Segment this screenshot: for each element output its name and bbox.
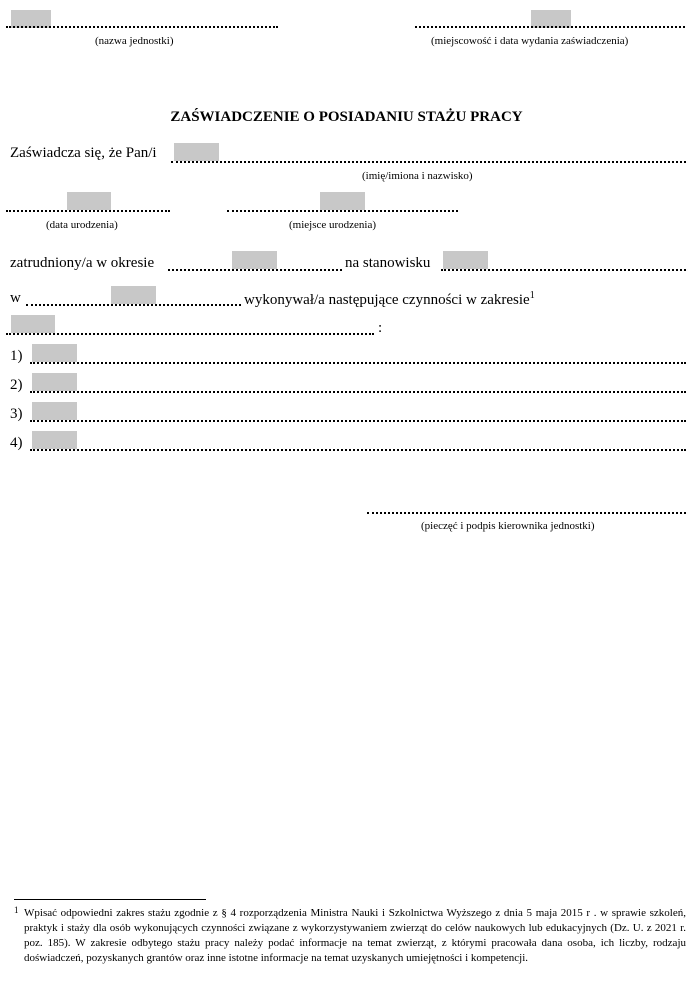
- place-date-caption: (miejscowość i data wydania zaświadczenia): [431, 35, 629, 47]
- footnote-text: Wpisać odpowiedni zakres stażu zgodnie z § 4 rozporządzenia Ministra Nauki i Szkolnictwa Wyższego z dnia 5 maja 2015 r . w sprawie szkoleń, praktyk i staży dla osób wykonujących czynności związane z wykorzystywaniem zwierząt do celów naukowych lub edukacyjnych (Dz. U. z 2021 r. poz. 185). W zakresie odbytego stażu pracy należy podać informacje na temat zwierząt, z którymi pracowała dana osoba, ich liczby, rodzaju doświadczeń, pozyskanych grantów oraz inne istotne informacje na temat uzyskanych umiejętności i kompetencji.: [24, 907, 686, 964]
- duties-label-text: wykonywał/a następujące czynności w zakresie: [244, 292, 530, 308]
- duty-field[interactable]: [32, 344, 77, 362]
- duty-line: [30, 362, 686, 364]
- footnote-ref: 1: [529, 290, 535, 301]
- signature-line: [367, 512, 686, 514]
- duty-number: 2): [10, 377, 23, 393]
- footnote-divider: [14, 899, 206, 900]
- place-date-line: [415, 26, 685, 28]
- duty-line: [30, 449, 686, 451]
- footnote: [14, 906, 686, 966]
- workplace-label: w: [10, 290, 21, 306]
- duties-scope-field[interactable]: [11, 315, 55, 333]
- employment-period-field[interactable]: [232, 251, 277, 269]
- duties-colon: :: [378, 320, 383, 336]
- footnote-number: 1: [14, 905, 19, 915]
- employment-period-line: [168, 269, 342, 271]
- duty-field[interactable]: [32, 402, 77, 420]
- duties-label: [244, 290, 535, 309]
- workplace-line: [26, 304, 241, 306]
- employment-period-label: zatrudniony/a w okresie: [10, 255, 155, 271]
- unit-name-line: [6, 26, 278, 28]
- position-line: [441, 269, 686, 271]
- duty-field[interactable]: [32, 431, 77, 449]
- duty-field[interactable]: [32, 373, 77, 391]
- person-name-caption: (imię/imiona i nazwisko): [362, 170, 473, 182]
- unit-name-caption: (nazwa jednostki): [95, 35, 174, 47]
- duty-number: 1): [10, 348, 23, 364]
- document-title: ZAŚWIADCZENIE O POSIADANIU STAŻU PRACY: [170, 109, 523, 125]
- birth-place-caption: (miejsce urodzenia): [289, 219, 377, 231]
- duty-line: [30, 420, 686, 422]
- birth-place-field[interactable]: [320, 192, 365, 210]
- duty-number: 4): [10, 435, 23, 451]
- birth-date-line: [6, 210, 170, 212]
- workplace-field[interactable]: [111, 286, 156, 304]
- position-field[interactable]: [443, 251, 488, 269]
- duty-line: [30, 391, 686, 393]
- duty-number: 3): [10, 406, 23, 422]
- signature-caption: (pieczęć i podpis kierownika jednostki): [421, 520, 595, 532]
- birth-place-line: [227, 210, 458, 212]
- person-name-line: [171, 161, 686, 163]
- person-name-field[interactable]: [174, 143, 219, 161]
- birth-date-caption: (data urodzenia): [46, 219, 118, 231]
- duties-scope-line: [6, 333, 374, 335]
- position-label: na stanowisku: [345, 255, 431, 271]
- certify-intro: Zaświadcza się, że Pan/i: [10, 145, 157, 161]
- birth-date-field[interactable]: [67, 192, 111, 210]
